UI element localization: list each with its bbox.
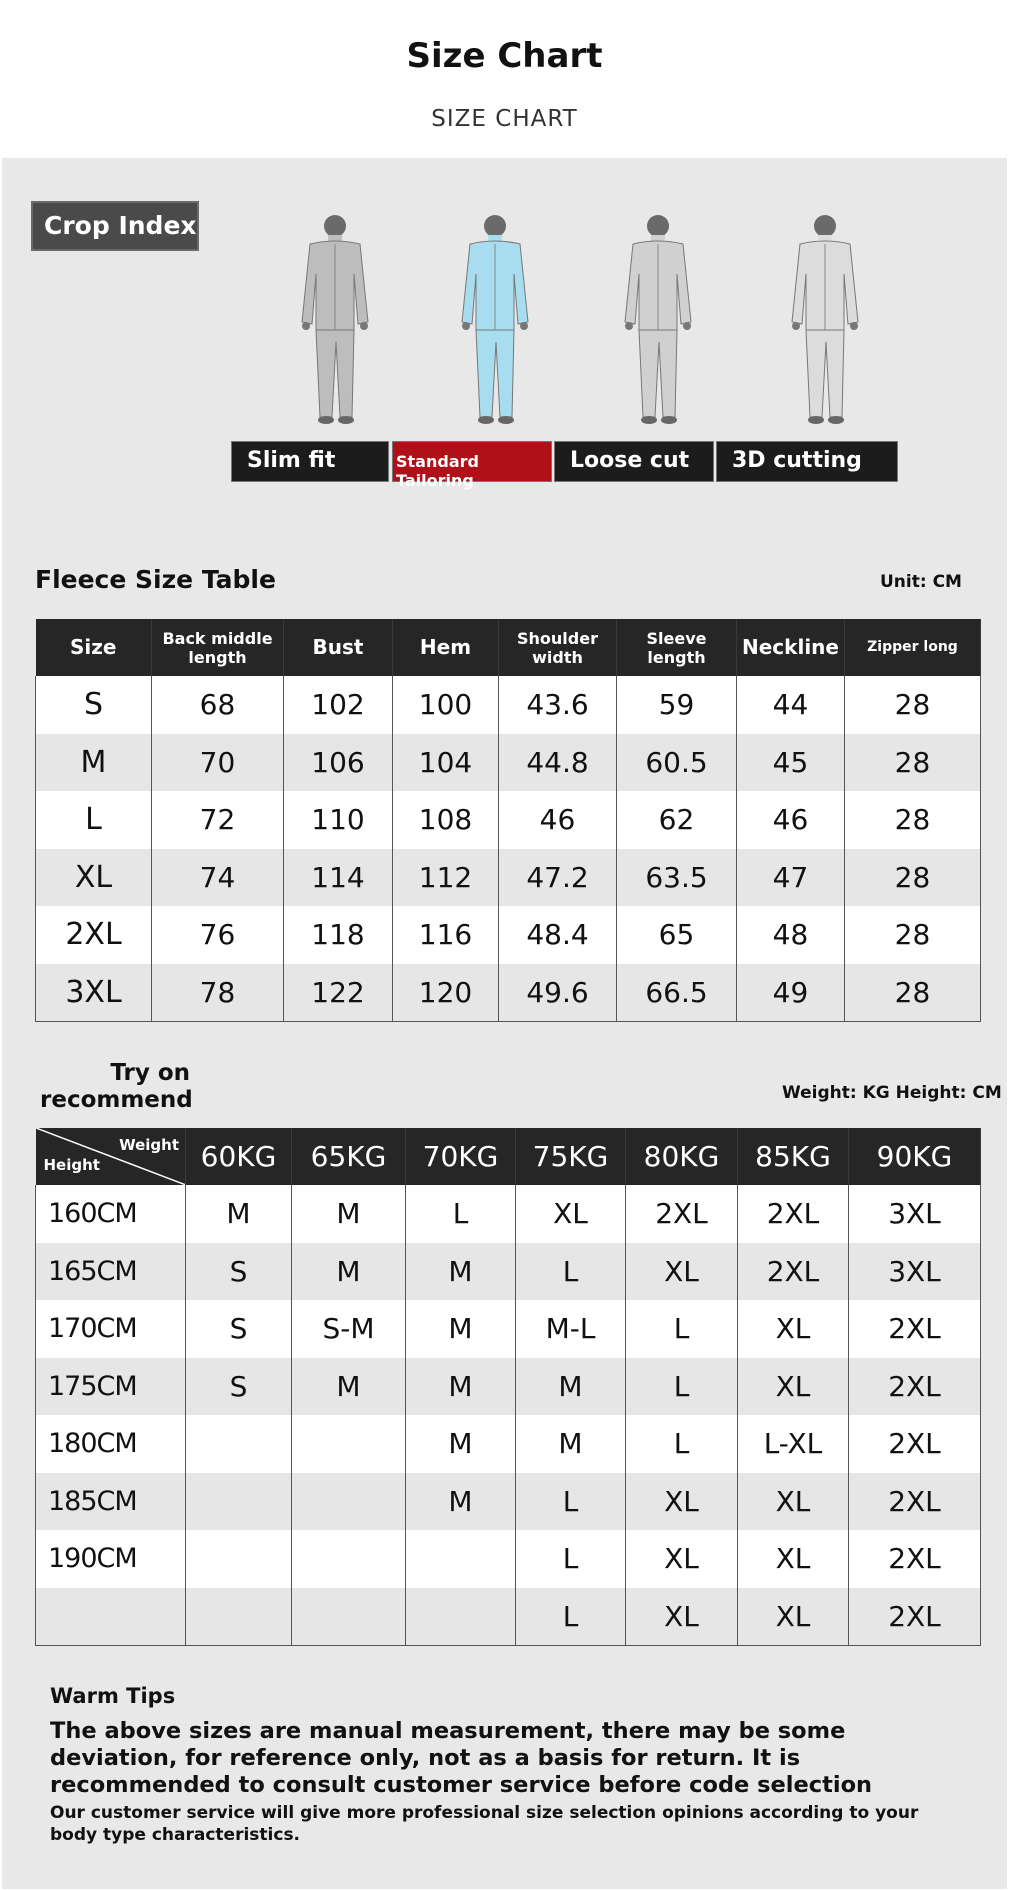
table-cell: XL — [738, 1588, 849, 1646]
table-cell: XL — [738, 1530, 849, 1588]
fit-label-2: Standard Tailoring — [392, 441, 552, 482]
person-silhouette-icon — [593, 212, 723, 430]
corner-header — [36, 1128, 186, 1185]
height-cell: 165CM — [36, 1243, 186, 1301]
fleece-size-table — [35, 619, 981, 1022]
table-cell: 74 — [152, 849, 284, 907]
table-cell: 28 — [845, 906, 981, 964]
table-cell: S — [186, 1358, 292, 1416]
table-row — [36, 676, 981, 734]
table-cell: M — [292, 1185, 406, 1243]
table-cell: 110 — [284, 791, 393, 849]
table-cell: 3XL — [849, 1185, 981, 1243]
table-cell: XL — [738, 1300, 849, 1358]
table-cell — [186, 1415, 292, 1473]
table-row — [36, 1530, 981, 1588]
table-cell — [186, 1530, 292, 1588]
recommend-table — [35, 1128, 981, 1646]
table-cell: XL — [626, 1530, 738, 1588]
table-cell: S — [186, 1243, 292, 1301]
table-cell: 2XL — [36, 906, 152, 964]
fit-label-4: 3D cutting — [716, 441, 898, 482]
table-row — [36, 1185, 981, 1243]
table-cell: L — [516, 1243, 626, 1301]
table-row — [36, 849, 981, 907]
table-cell: 102 — [284, 676, 393, 734]
table-cell: 114 — [284, 849, 393, 907]
recommend-title-line1: Try on — [110, 1060, 190, 1086]
weight-header-cell: 85KG — [738, 1128, 849, 1185]
table-row — [36, 734, 981, 792]
table-cell: 44.8 — [499, 734, 617, 792]
table-cell: M-L — [516, 1300, 626, 1358]
table-row — [36, 1415, 981, 1473]
table-cell: 2XL — [849, 1415, 981, 1473]
table-cell: 46 — [499, 791, 617, 849]
table-cell: 49 — [737, 964, 845, 1022]
height-cell: 185CM — [36, 1473, 186, 1531]
height-cell: 190CM — [36, 1530, 186, 1588]
table-cell: L — [36, 791, 152, 849]
table-cell: M — [516, 1358, 626, 1416]
height-cell: 175CM — [36, 1358, 186, 1416]
table-cell: 2XL — [849, 1530, 981, 1588]
table-cell: 63.5 — [617, 849, 737, 907]
recommend-unit: Weight: KG Height: CM — [782, 1083, 1002, 1103]
height-cell: 180CM — [36, 1415, 186, 1473]
table-cell: 68 — [152, 676, 284, 734]
table-cell: L — [516, 1588, 626, 1646]
table-cell: L — [626, 1415, 738, 1473]
table-cell: M — [292, 1243, 406, 1301]
table-row — [36, 1300, 981, 1358]
table-cell: 112 — [393, 849, 499, 907]
table-cell: XL — [626, 1588, 738, 1646]
table-cell: M — [292, 1358, 406, 1416]
table-cell: M — [406, 1243, 516, 1301]
table-cell: 49.6 — [499, 964, 617, 1022]
table-cell: L — [626, 1300, 738, 1358]
table-cell: 106 — [284, 734, 393, 792]
fleece-header-cell: Shoulder width — [499, 619, 617, 676]
table-cell: XL — [738, 1358, 849, 1416]
table-cell: L-XL — [738, 1415, 849, 1473]
weight-header-cell: 90KG — [849, 1128, 981, 1185]
fleece-header-cell: Sleeve length — [617, 619, 737, 676]
table-cell: 2XL — [738, 1185, 849, 1243]
recommend-header-row — [36, 1128, 981, 1185]
table-cell: 47.2 — [499, 849, 617, 907]
tips-sub-text: Our customer service will give more professional size selection opinions according to your body type characteristics. — [50, 1803, 919, 1845]
fleece-header-cell: Zipper long — [845, 619, 981, 676]
table-cell: 44 — [737, 676, 845, 734]
table-row — [36, 1243, 981, 1301]
table-cell: 116 — [393, 906, 499, 964]
table-cell: 120 — [393, 964, 499, 1022]
recommend-title — [40, 1060, 193, 1114]
table-cell: L — [406, 1185, 516, 1243]
table-cell: 76 — [152, 906, 284, 964]
table-cell — [186, 1473, 292, 1531]
table-cell: 2XL — [738, 1243, 849, 1301]
tips-title: Warm Tips — [50, 1684, 176, 1708]
recommend-body — [36, 1185, 981, 1645]
table-row — [36, 906, 981, 964]
table-cell: 60.5 — [617, 734, 737, 792]
fleece-header-cell: Bust — [284, 619, 393, 676]
table-cell — [406, 1530, 516, 1588]
table-cell: 43.6 — [499, 676, 617, 734]
table-cell: XL — [626, 1243, 738, 1301]
table-cell — [292, 1473, 406, 1531]
crop-index-badge: Crop Index — [31, 201, 199, 251]
person-silhouette-icon — [760, 212, 890, 430]
table-cell: 66.5 — [617, 964, 737, 1022]
fleece-header-cell: Size — [36, 619, 152, 676]
fleece-unit: Unit: CM — [880, 572, 962, 592]
person-silhouette-icon — [430, 212, 560, 430]
table-cell: 28 — [845, 734, 981, 792]
table-cell: 2XL — [626, 1185, 738, 1243]
table-cell: 62 — [617, 791, 737, 849]
table-cell: XL — [626, 1473, 738, 1531]
table-row — [36, 1473, 981, 1531]
corner-height-label: Height — [43, 1156, 100, 1174]
table-cell: M — [406, 1415, 516, 1473]
fit-figure-3 — [593, 212, 723, 430]
table-cell: 28 — [845, 791, 981, 849]
table-cell — [186, 1588, 292, 1646]
table-cell: L — [626, 1358, 738, 1416]
table-cell: XL — [516, 1185, 626, 1243]
fit-figure-2 — [430, 212, 560, 430]
weight-header-cell: 60KG — [186, 1128, 292, 1185]
table-cell: 3XL — [36, 964, 152, 1022]
table-cell: M — [516, 1415, 626, 1473]
table-cell — [292, 1588, 406, 1646]
table-cell: M — [406, 1300, 516, 1358]
fleece-header-row — [36, 619, 981, 676]
table-cell: L — [516, 1530, 626, 1588]
height-cell: 170CM — [36, 1300, 186, 1358]
table-cell: S — [186, 1300, 292, 1358]
recommend-title-line2: recommend — [40, 1087, 193, 1113]
table-cell: XL — [36, 849, 152, 907]
table-cell: 2XL — [849, 1473, 981, 1531]
table-cell: 28 — [845, 676, 981, 734]
fleece-body — [36, 676, 981, 1021]
weight-header-cell: 80KG — [626, 1128, 738, 1185]
table-cell: 65 — [617, 906, 737, 964]
tips-main-text: The above sizes are manual measurement, there may be some deviation, for reference only, not as a basis for return. It is recommended to consult customer service before code selection — [50, 1718, 873, 1798]
table-cell: L — [516, 1473, 626, 1531]
table-cell — [406, 1588, 516, 1646]
table-cell: 48 — [737, 906, 845, 964]
weight-header-cell: 75KG — [516, 1128, 626, 1185]
fleece-header-cell: Hem — [393, 619, 499, 676]
table-cell: 28 — [845, 964, 981, 1022]
fit-label-3: Loose cut — [554, 441, 714, 482]
page-subtitle: SIZE CHART — [431, 106, 578, 132]
table-row — [36, 1358, 981, 1416]
table-cell — [292, 1415, 406, 1473]
table-cell: 2XL — [849, 1358, 981, 1416]
fleece-header-cell: Back middle length — [152, 619, 284, 676]
corner-weight-label: Weight — [119, 1136, 179, 1154]
table-cell: 2XL — [849, 1300, 981, 1358]
fleece-table-title: Fleece Size Table — [35, 565, 276, 594]
table-cell: 108 — [393, 791, 499, 849]
table-cell: XL — [738, 1473, 849, 1531]
table-cell: M — [406, 1473, 516, 1531]
table-cell: M — [186, 1185, 292, 1243]
table-cell: 46 — [737, 791, 845, 849]
table-cell: S — [36, 676, 152, 734]
table-row — [36, 1588, 981, 1646]
table-cell: 118 — [284, 906, 393, 964]
table-cell: 70 — [152, 734, 284, 792]
table-cell: 28 — [845, 849, 981, 907]
fleece-header-cell: Neckline — [737, 619, 845, 676]
height-cell — [36, 1588, 186, 1646]
fit-figure-4 — [760, 212, 890, 430]
height-cell: 160CM — [36, 1185, 186, 1243]
table-row — [36, 964, 981, 1022]
table-cell: 72 — [152, 791, 284, 849]
table-cell: M — [406, 1358, 516, 1416]
page-title: Size Chart — [406, 36, 603, 76]
table-cell: 2XL — [849, 1588, 981, 1646]
table-cell: M — [36, 734, 152, 792]
table-cell: 78 — [152, 964, 284, 1022]
fit-label-1: Slim fit — [231, 441, 389, 482]
weight-header-cell: 70KG — [406, 1128, 516, 1185]
table-cell: 3XL — [849, 1243, 981, 1301]
table-cell: 45 — [737, 734, 845, 792]
table-cell: 48.4 — [499, 906, 617, 964]
table-cell: 100 — [393, 676, 499, 734]
fit-figure-1 — [270, 212, 400, 430]
table-cell: 122 — [284, 964, 393, 1022]
weight-header-cell: 65KG — [292, 1128, 406, 1185]
table-row — [36, 791, 981, 849]
table-cell: S-M — [292, 1300, 406, 1358]
table-cell: 59 — [617, 676, 737, 734]
person-silhouette-icon — [270, 212, 400, 430]
table-cell — [292, 1530, 406, 1588]
table-cell: 104 — [393, 734, 499, 792]
table-cell: 47 — [737, 849, 845, 907]
header — [0, 0, 1009, 158]
